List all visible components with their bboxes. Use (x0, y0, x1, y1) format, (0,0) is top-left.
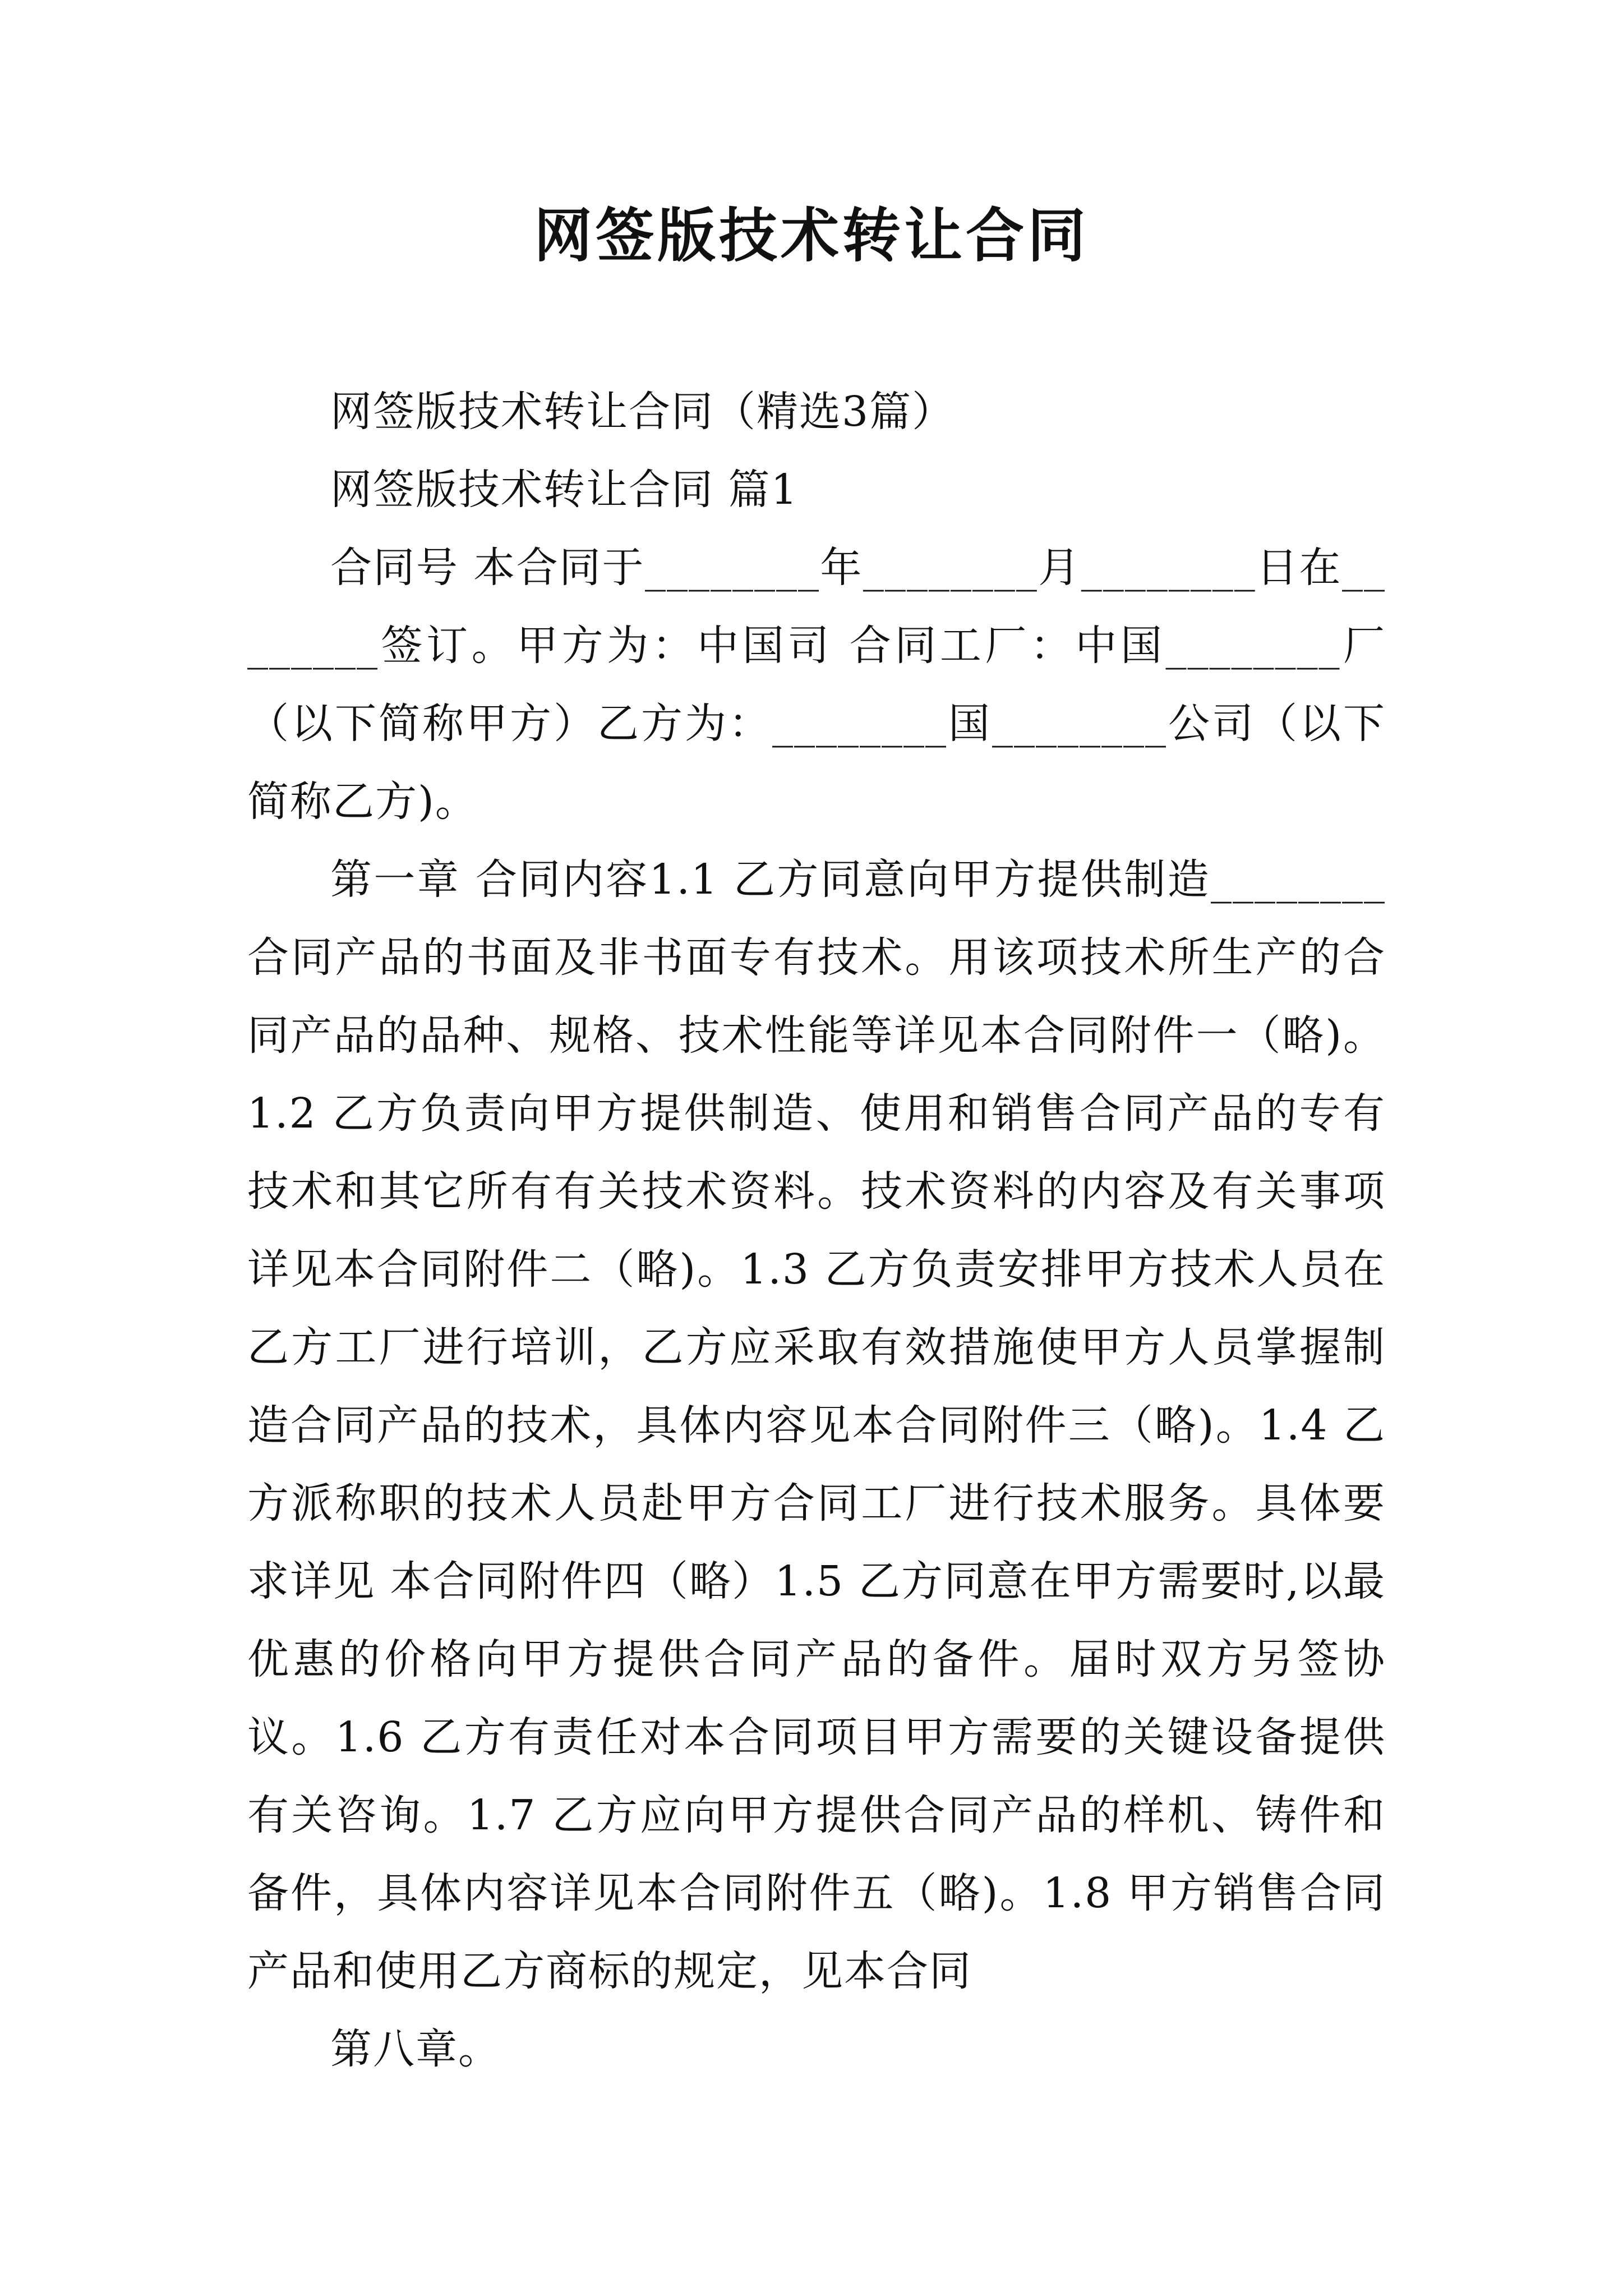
paragraph-chapter-one: 第一章 合同内容1.1 乙方同意向甲方提供制造________合同产品的书面及非书面专有技术。用该项技术所生产的合同产品的品种、规格、技术性能等详见本合同附件一（略)。1.2 乙方负责向甲方提供制造、使用和销售合同产品的专有技术和其它所有有关技术资料。技术资料的内容及有关事项详见本合同附件二（略)。1.3 乙方负责安排甲方技术人员在乙方工厂进行培训，乙方应采取有效措施使甲方人员掌握制造合同产品的技术，具体内容见本合同附件三（略)。1.4 乙方派称职的技术人员赴甲方合同工厂进行技术服务。具体要求详见 本合同附件四（略）1.5 乙方同意在甲方需要时,以最优惠的价格向甲方提供合同产品的备件。届时双方另签协议。1.6 乙方有责任对本合同项目甲方需要的关键设备提供有关咨询。1.7 乙方应向甲方提供合同产品的样机、铸件和备件，具体内容详见本合同附件五（略)。1.8 甲方销售合同产品和使用乙方商标的规定，见本合同 (247, 855, 1386, 1995)
document-body (247, 373, 1386, 2088)
paragraph-chapter-eight: 第八章。 (330, 2025, 501, 2073)
document-title: 网签版技术转让合同 (533, 201, 1089, 270)
paragraph-contract-parties: 合同号 本合同于________年________月________日在________签订。甲方为：中国司 合同工厂：中国________厂（以下简称甲方）乙方为：________国________公司（以下简称乙方)。 (247, 544, 1386, 826)
paragraph-part-heading: 网签版技术转让合同 篇1 (330, 466, 799, 514)
paragraph-subtitle: 网签版技术转让合同（精选3篇） (330, 388, 955, 436)
